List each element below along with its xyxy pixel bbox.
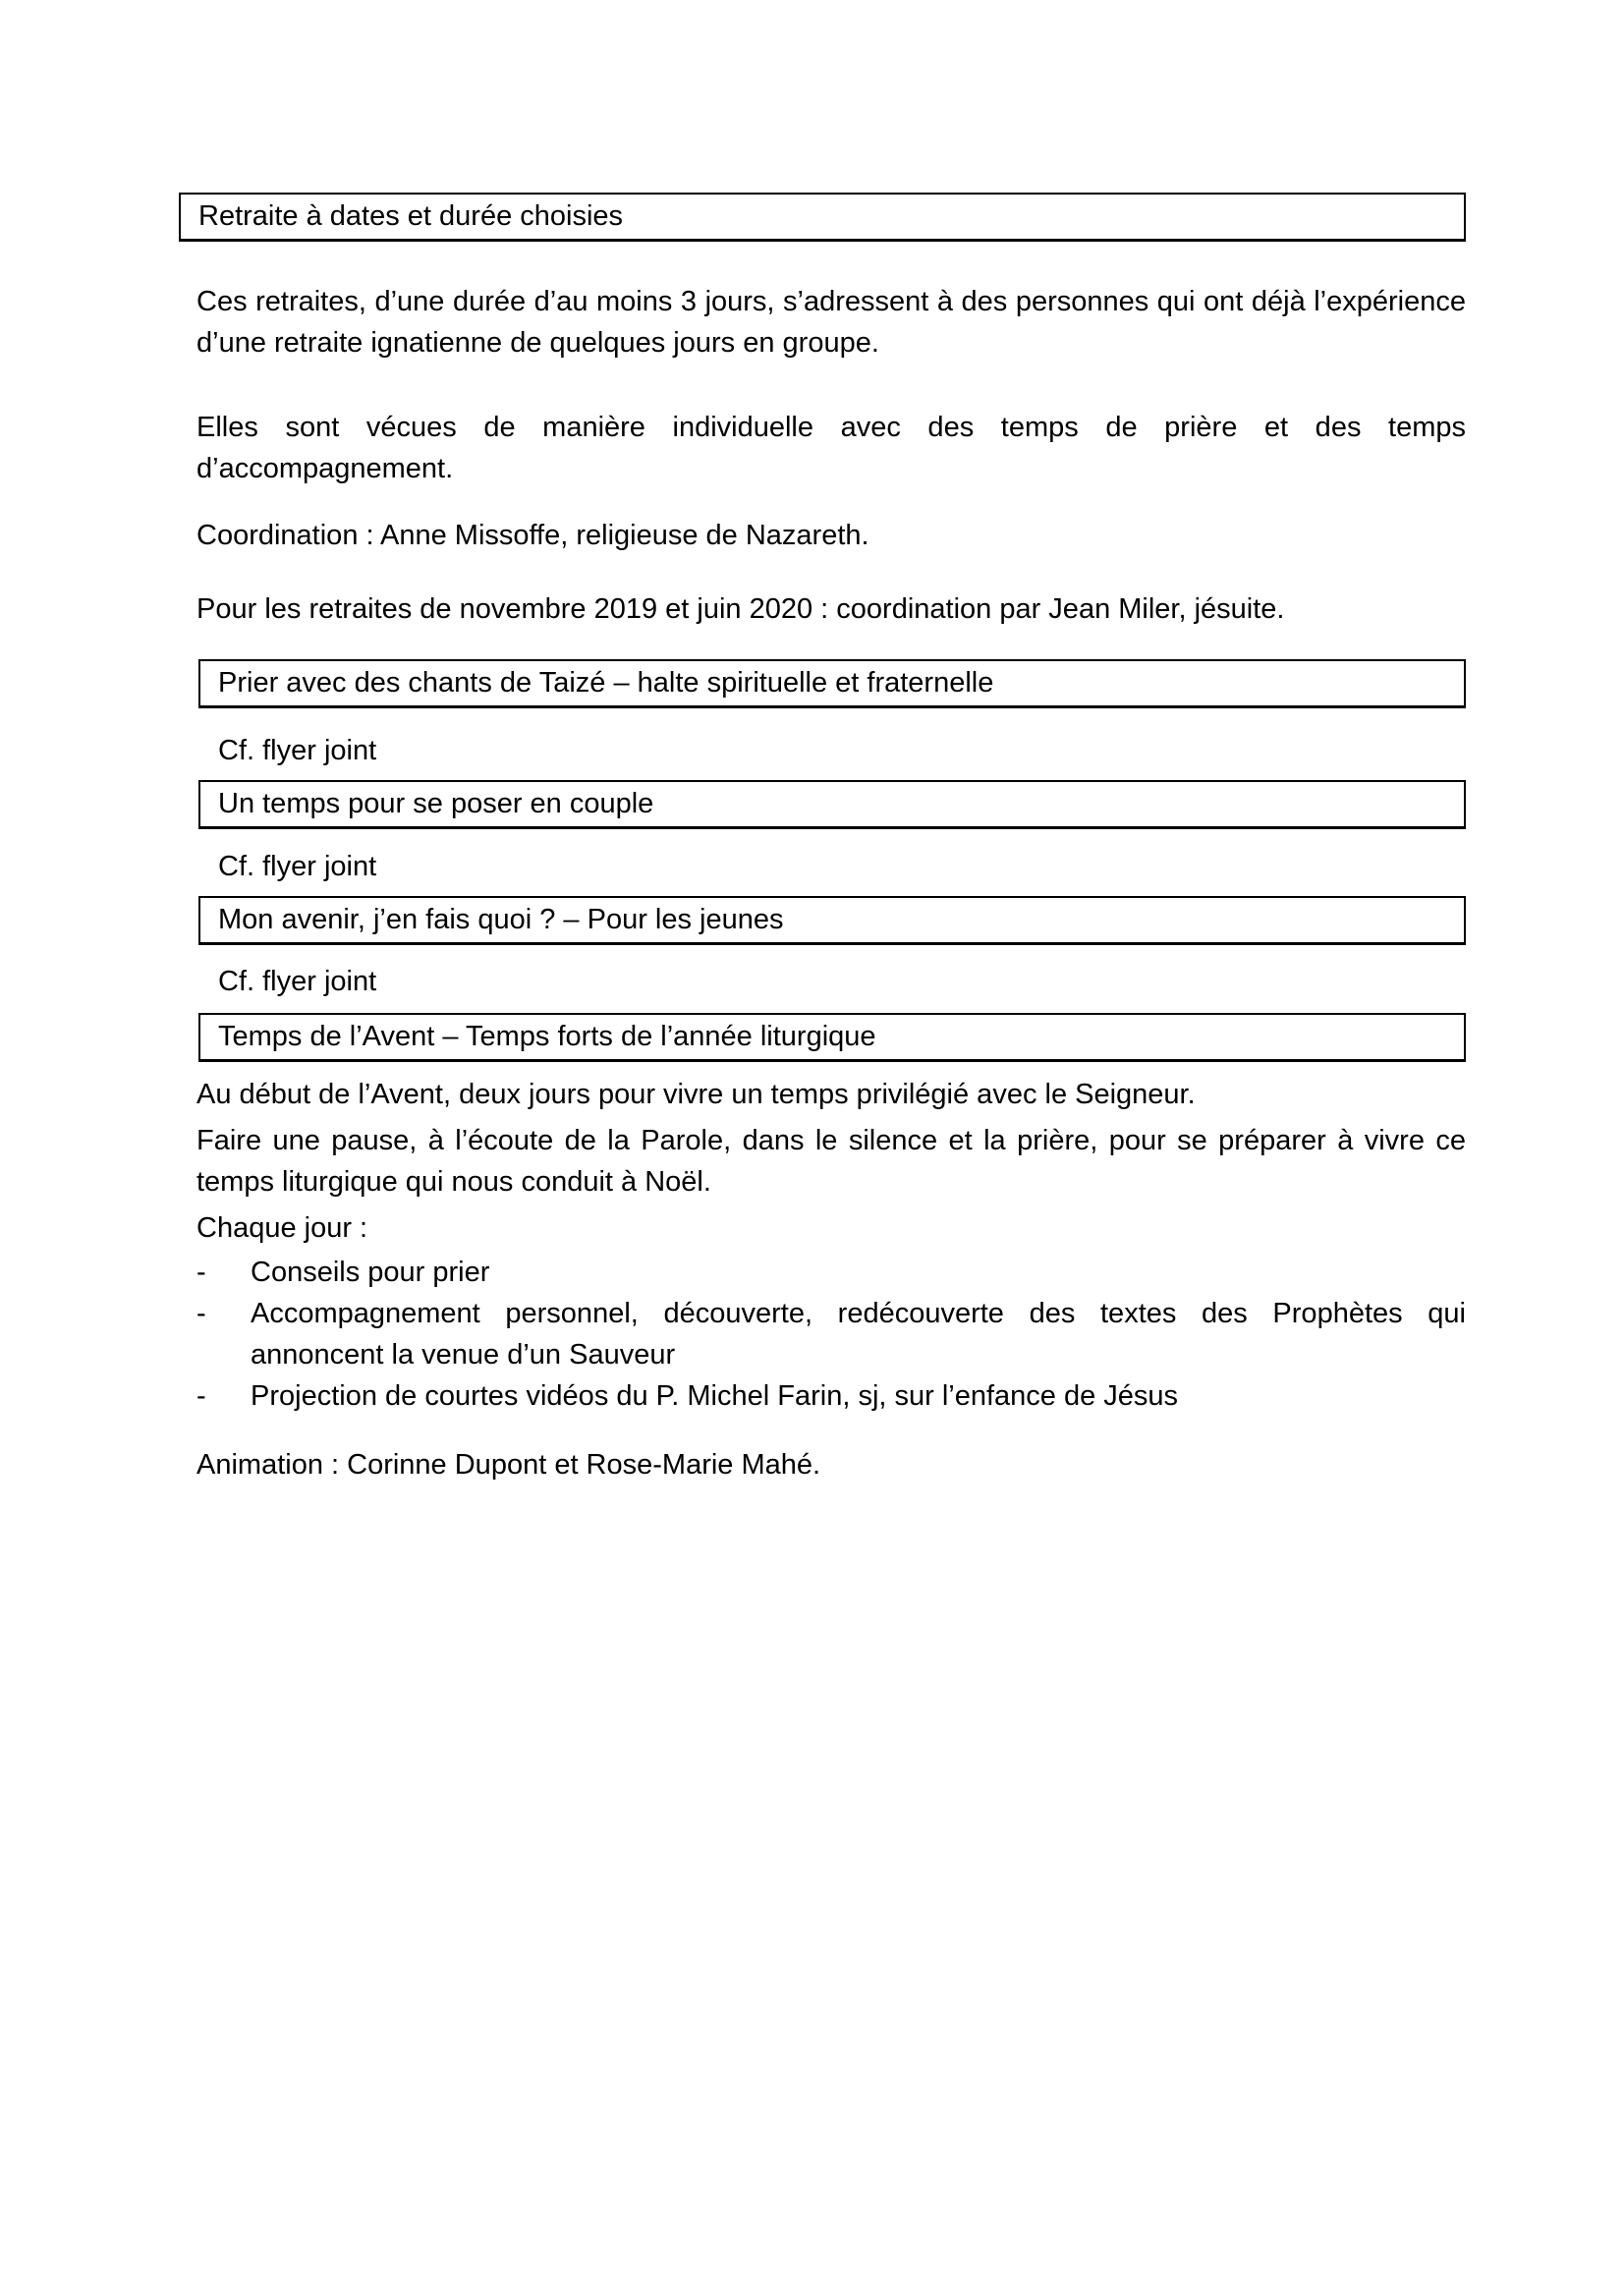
paragraph-intro-1: Ces retraites, d’une durée d’au moins 3 jours, s’adressent à des personnes qui ont déjà l’expérience d’une retraite ignatienne de quelques jours en groupe. <box>196 286 1466 359</box>
list-item-text: Conseils pour prier <box>251 1257 490 1288</box>
list-item <box>196 1375 1466 1417</box>
list-item <box>196 1252 1466 1293</box>
heading-box-couple: Un temps pour se poser en couple <box>198 780 1466 829</box>
heading-box-retraite-dates-duree: Retraite à dates et durée choisies <box>179 193 1466 242</box>
flyer-note-taize: Cf. flyer joint <box>218 735 377 766</box>
list-item-text: Accompagnement personnel, découverte, redécouverte des textes des Prophètes qui annoncent la venue d’un Sauveur <box>251 1298 1466 1371</box>
list-item <box>196 1293 1466 1375</box>
label-chaque-jour: Chaque jour : <box>196 1212 368 1244</box>
flyer-note-couple: Cf. flyer joint <box>218 851 377 882</box>
paragraph-animation: Animation : Corinne Dupont et Rose-Marie Mahé. <box>196 1449 821 1481</box>
paragraph-coordination: Coordination : Anne Missoffe, religieuse de Nazareth. <box>196 520 869 551</box>
flyer-note-jeunes: Cf. flyer joint <box>218 966 377 997</box>
paragraph-avent-1: Au début de l’Avent, deux jours pour vivre un temps privilégié avec le Seigneur. <box>196 1079 1196 1110</box>
heading-box-jeunes: Mon avenir, j’en fais quoi ? – Pour les jeunes <box>198 896 1466 945</box>
bullet-dash-icon: - <box>196 1257 206 1288</box>
paragraph-intro-2: Elles sont vécues de manière individuelle avec des temps de prière et des temps d’accompagnement. <box>196 412 1466 484</box>
paragraph-coordination-dates: Pour les retraites de novembre 2019 et juin 2020 : coordination par Jean Miler, jésuite. <box>196 593 1285 625</box>
avent-bullet-list <box>196 1252 1466 1417</box>
bullet-dash-icon: - <box>196 1380 206 1412</box>
heading-box-avent: Temps de l’Avent – Temps forts de l’année liturgique <box>198 1013 1466 1062</box>
document-content <box>179 193 1466 1485</box>
bullet-dash-icon: - <box>196 1298 206 1329</box>
heading-box-taize: Prier avec des chants de Taizé – halte spirituelle et fraternelle <box>198 659 1466 708</box>
paragraph-avent-2: Faire une pause, à l’écoute de la Parole, dans le silence et la prière, pour se préparer à vivre ce temps liturgique qui nous conduit à Noël. <box>196 1125 1466 1198</box>
list-item-text: Projection de courtes vidéos du P. Michel Farin, sj, sur l’enfance de Jésus <box>251 1380 1179 1412</box>
